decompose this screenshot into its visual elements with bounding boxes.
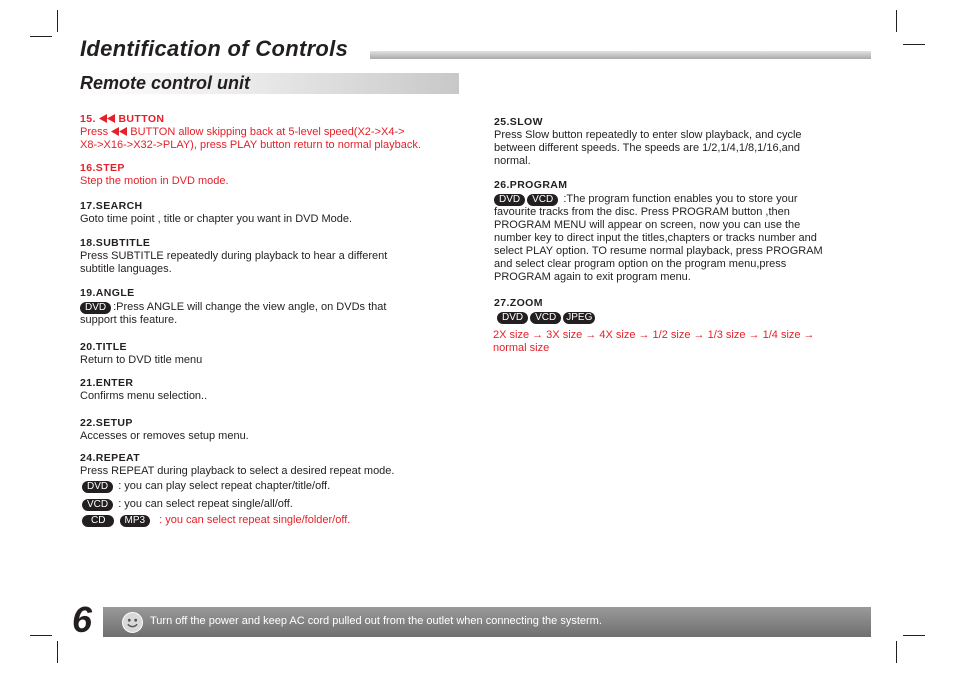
- crop-mark: [903, 635, 925, 636]
- section-25-heading: 25.SLOW: [494, 116, 543, 128]
- footer-note: Turn off the power and keep AC cord pulled out from the outlet when connecting the systerm.: [150, 615, 602, 627]
- section-17: 17.SEARCH Goto time point , title or chapter you want in DVD Mode.: [80, 200, 353, 225]
- section-25: 25.SLOW Press Slow button repeatedly to enter slow playback, and cycle between different speeds. The speeds are 1/2,1/4,1/8,1/16,and normal.: [494, 116, 802, 167]
- page-title: Identification of Controls: [80, 36, 349, 61]
- dvd-badge: DVD: [494, 194, 525, 206]
- section-22: 22.SETUP Accesses or removes setup menu.: [80, 417, 249, 442]
- dvd-badge: DVD: [497, 312, 528, 324]
- mp3-badge: MP3: [120, 515, 151, 527]
- section-15-heading: 15. BUTTON: [80, 113, 165, 125]
- vcd-badge: VCD: [82, 499, 113, 511]
- page-number: 6: [72, 599, 93, 640]
- crop-mark: [30, 635, 52, 636]
- section-21-heading: 21.ENTER: [80, 377, 134, 389]
- cd-badge: CD: [82, 515, 114, 527]
- section-27-heading: 27.ZOOM: [494, 297, 543, 309]
- section-22-heading: 22.SETUP: [80, 417, 133, 429]
- section-15: 15. BUTTON Press BUTTON allow skipping back at 5-level speed(X2->X4-> X8->X16->X32->PLAY), press PLAY button return to normal playback.: [80, 113, 421, 151]
- repeat-vcd-row: VCD : you can select repeat single/all/off.: [82, 498, 293, 511]
- section-17-heading: 17.SEARCH: [80, 200, 143, 212]
- section-27: 27.ZOOM DVD VCD JPEG 2X size → 3X size → 4X size → 1/2 size → 1/3 size → 1/4 size → normal size: [493, 297, 815, 354]
- section-19: 19.ANGLE DVD :Press ANGLE will change the view angle, on DVDs that support this feature.: [80, 287, 387, 326]
- section-subtitle: Remote control unit: [80, 73, 250, 93]
- section-24: 24.REPEAT Press REPEAT during playback to select a desired repeat mode.: [80, 452, 395, 477]
- vcd-badge: VCD: [527, 194, 558, 206]
- jpeg-badge: JPEG: [563, 312, 595, 324]
- vcd-badge: VCD: [530, 312, 561, 324]
- crop-mark: [57, 641, 58, 663]
- crop-mark: [896, 10, 897, 32]
- section-26: 26.PROGRAM DVD VCD :The program function enables you to store your favourite tracks from the disc. Press PROGRAM button ,then PROGRAM MENU will appear on screen, now you can use the number key to direct input the titles,chapters or tracks number and select PLAY option. TO resume normal playback, press PROGRAM and select clear program option on the program menu,press PROGRAM again to exit program menu.: [494, 179, 823, 283]
- section-19-heading: 19.ANGLE: [80, 287, 135, 299]
- section-26-heading: 26.PROGRAM: [494, 179, 568, 191]
- crop-mark: [30, 36, 52, 37]
- rewind-icon: [111, 127, 127, 136]
- section-21: 21.ENTER Confirms menu selection..: [80, 377, 208, 402]
- repeat-dvd-row: DVD : you can play select repeat chapter/title/off.: [82, 480, 330, 493]
- crop-mark: [896, 641, 897, 663]
- title-rule: [370, 51, 871, 59]
- section-16-heading: 16.STEP: [80, 162, 125, 174]
- section-20-heading: 20.TITLE: [80, 341, 127, 353]
- section-18-heading: 18.SUBTITLE: [80, 237, 151, 249]
- repeat-cd-mp3-row: CD MP3 : you can select repeat single/folder/off.: [82, 514, 350, 527]
- rewind-icon: [99, 114, 115, 123]
- section-18: 18.SUBTITLE Press SUBTITLE repeatedly during playback to hear a different subtitle languages.: [80, 237, 388, 275]
- section-16: 16.STEP Step the motion in DVD mode.: [80, 162, 229, 187]
- section-20: 20.TITLE Return to DVD title menu: [80, 341, 203, 366]
- dvd-badge: DVD: [80, 302, 111, 314]
- dvd-badge: DVD: [82, 481, 113, 493]
- crop-mark: [57, 10, 58, 32]
- smiley-icon: [122, 612, 143, 633]
- section-24-heading: 24.REPEAT: [80, 452, 141, 464]
- crop-mark: [903, 44, 925, 45]
